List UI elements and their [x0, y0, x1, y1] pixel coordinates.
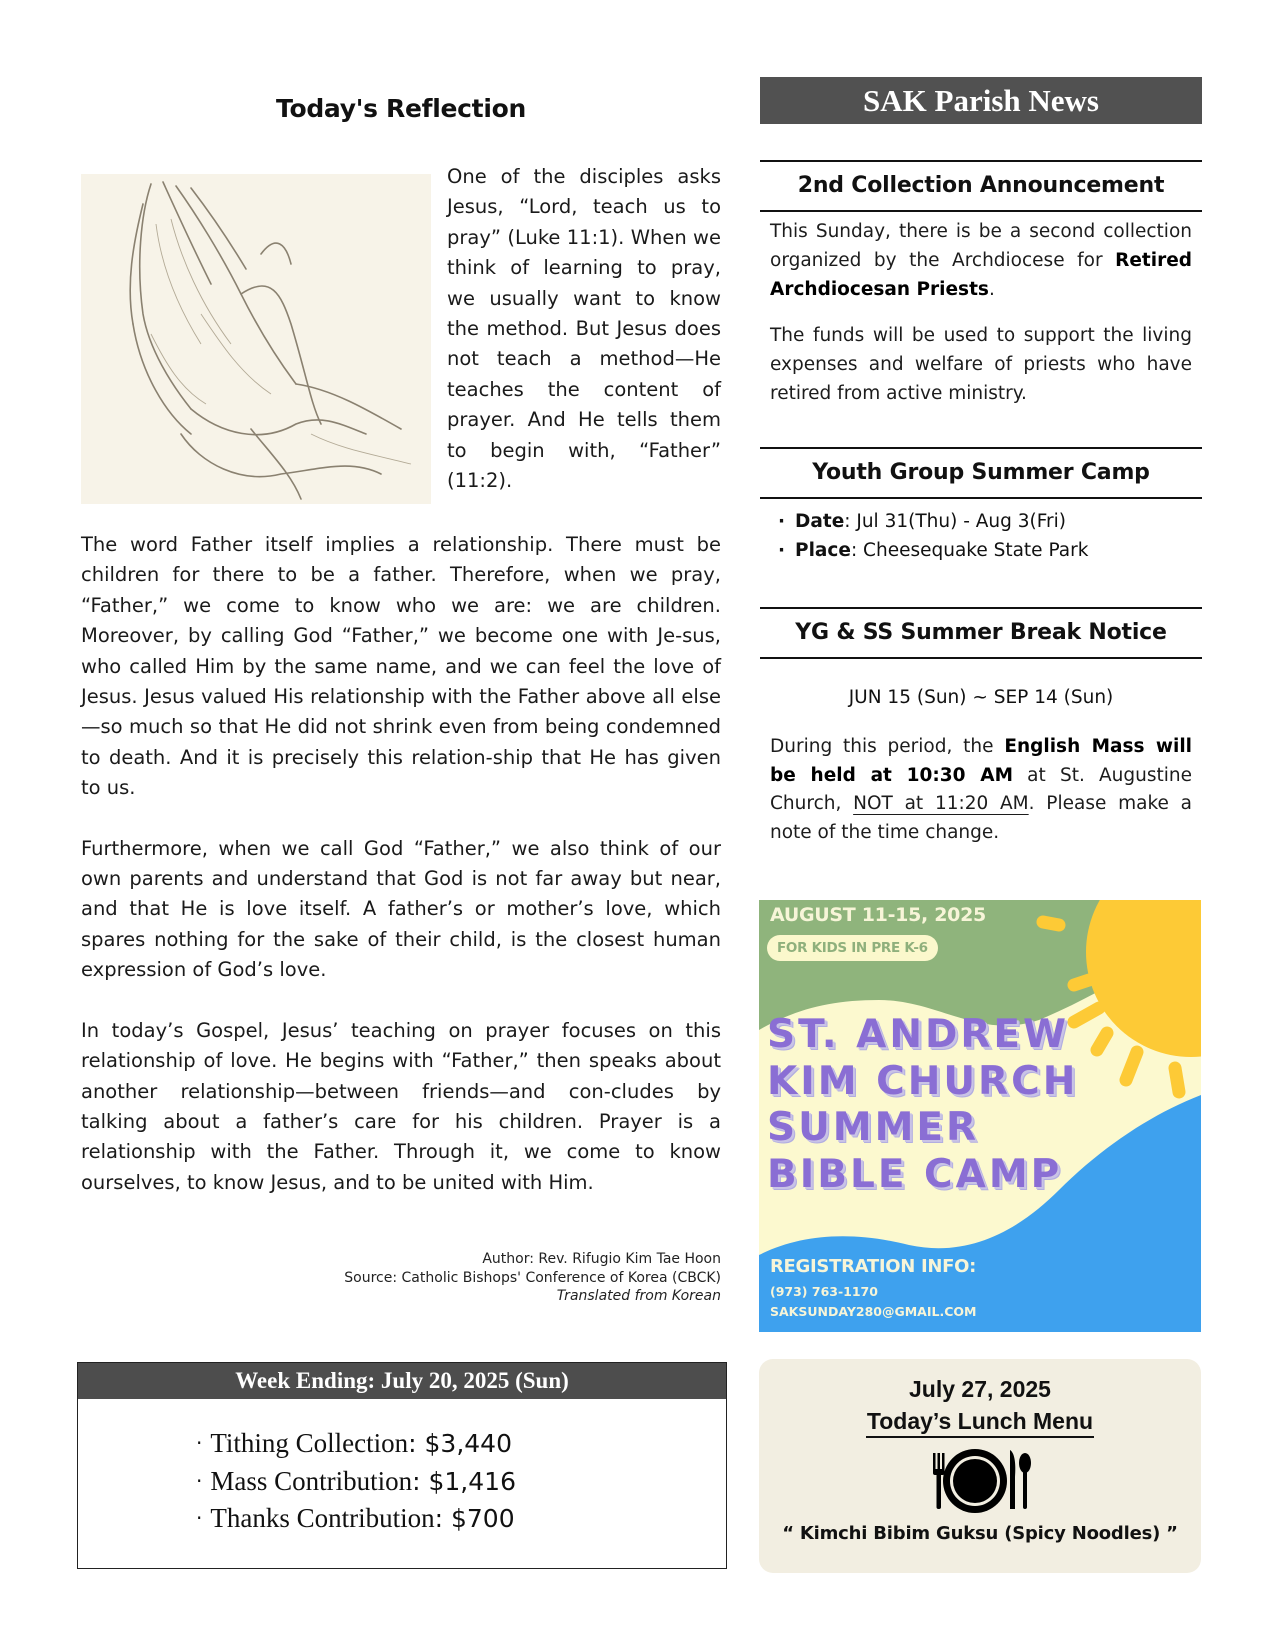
detail-value: : Jul 31(Thu) - Aug 3(Fri)	[844, 510, 1066, 532]
finance-label: Mass Contribution	[210, 1465, 413, 1496]
praying-hands-image	[81, 174, 431, 504]
finance-label: Thanks Contribution	[210, 1503, 435, 1533]
highlight-text: Retired Archdiocesan Priests	[770, 249, 1192, 300]
week-ending-header: Week Ending: July 20, 2025 (Sun)	[78, 1363, 726, 1399]
poster-dates: AUGUST 11-15, 2025	[770, 904, 986, 926]
detail-value: : Cheesequake State Park	[850, 539, 1089, 561]
finance-list	[78, 1399, 726, 1538]
poster-audience-badge: FOR KIDS IN PRE K-6	[767, 935, 938, 961]
bullet-icon: ·	[196, 1431, 203, 1455]
reflection-attribution	[81, 1250, 721, 1306]
reflection-paragraph: In today’s Gospel, Jesus’ teaching on prayer focuses on this relationship of love. He begins with “Father,” then speaks about another relationship—between friends—and con-cludes by talking about a father’s care for his children. Prayer is a relationship with the Father. Through it, we come to know ourselves, to know Jesus, and to be united with Him.	[81, 1018, 721, 1194]
section-heading: 2nd Collection Announcement	[760, 160, 1202, 212]
lunch-title	[759, 1405, 1201, 1441]
finance-item-mass	[196, 1463, 726, 1501]
bible-camp-poster	[759, 900, 1201, 1332]
plate-fork-knife-spoon-icon	[925, 1445, 1035, 1515]
reflection-title: Today's Reflection	[276, 94, 526, 123]
summer-break-section	[760, 607, 1202, 848]
poster-title-line: SUMMER	[767, 1105, 980, 1150]
text: . Please make a note of the time change.	[770, 793, 1193, 844]
news-column	[760, 77, 1202, 848]
detail-label: Date	[795, 510, 845, 532]
section-body	[760, 733, 1202, 848]
praying-hands-icon	[81, 174, 431, 504]
detail-item-date	[778, 507, 1202, 536]
poster-title	[767, 1012, 1078, 1198]
detail-item-place	[778, 536, 1202, 565]
text: During this period, the	[770, 735, 1005, 757]
finance-item-thanks	[196, 1500, 726, 1538]
collection-paragraph: The funds will be used to support the living expenses and welfare of priests who have retired from active ministry.	[770, 325, 1192, 404]
finance-value: : $700	[434, 1504, 515, 1533]
finance-label: Tithing Collection	[210, 1428, 409, 1458]
finance-value: : $1,416	[412, 1466, 516, 1496]
reflection-intro	[81, 162, 721, 502]
poster-phone: (973) 763-1170	[770, 1284, 878, 1299]
finance-value: : $3,440	[408, 1429, 512, 1458]
finance-item-tithing	[196, 1425, 726, 1463]
poster-title-line: BIBLE CAMP	[767, 1151, 1063, 1197]
poster-registration-label: REGISTRATION INFO:	[770, 1256, 977, 1277]
bullet-icon: ·	[196, 1506, 203, 1530]
collection-paragraph	[770, 218, 1192, 304]
section-body	[760, 212, 1202, 409]
lunch-date: July 27, 2025	[909, 1376, 1051, 1402]
text: .	[988, 278, 995, 300]
text: This Sunday, there is be a second collection organized by the Archdiocese for	[770, 221, 1192, 271]
lunch-title-text: Today’s Lunch Menu	[866, 1408, 1094, 1438]
source-line: Source: Catholic Bishops' Conference of Korea (CBCK)	[344, 1269, 721, 1286]
lunch-dish: “ Kimchi Bibim Guksu (Spicy Noodles) ”	[782, 1523, 1178, 1544]
summer-break-paragraph	[770, 733, 1192, 848]
youth-camp-details	[760, 499, 1202, 565]
summer-break-dates: JUN 15 (Sun) ~ SEP 14 (Sun)	[848, 686, 1114, 708]
reflection-paragraph: The word Father itself implies a relationship. There must be children for there to be a father. Therefore, when we pray, “Father,” we come to know who we are: we are children. Moreover, by calling God “Father,” we become one with Je-sus, who called Him by the same name, and we can feel the love of Jesus. Jesus valued His relationship with the Father above all else—so much so that He did not shrink even from being condemned to death. And it is precisely this relation-ship that He has given to us.	[81, 533, 721, 800]
highlight-text: English Mass will be held at 10:30 AM	[770, 735, 1192, 786]
poster-title-line: KIM CHURCH	[767, 1058, 1079, 1104]
reflection-intro-text: One of the disciples asks Jesus, “Lord, teach us to pray” (Luke 11:1). When we think of learning to pray, we usually want to know the method. But Jesus does not teach a method—He teaches the content of prayer. And He tells them to begin with, “Father” (11:2).	[447, 165, 721, 493]
detail-label: Place	[795, 539, 851, 561]
reflection-column	[81, 86, 721, 1306]
translation-note: Translated from Korean	[556, 1288, 721, 1305]
bullet-icon: ·	[196, 1468, 203, 1493]
weekly-finances-box	[77, 1362, 727, 1569]
youth-camp-section	[760, 447, 1202, 565]
reflection-paragraph: Furthermore, when we call God “Father,” we also think of our own parents and understand that God is not far away but near, and that He is love itself. A father’s or mother’s love, which spares nothing for the sake of their child, is the closest human expression of God’s love.	[81, 836, 721, 982]
parish-news-masthead: SAK Parish News	[760, 77, 1202, 124]
second-collection-section	[760, 160, 1202, 409]
lunch-menu-box	[759, 1359, 1201, 1573]
poster-title-line: ST. ANDREW	[767, 1012, 1070, 1057]
author-line: Author: Rev. Rifugio Kim Tae Hoon	[482, 1251, 721, 1268]
poster-email: SAKSUNDAY280@GMAIL.COM	[770, 1304, 977, 1319]
section-heading: YG & SS Summer Break Notice	[760, 607, 1202, 659]
underlined-text: NOT at 11:20 AM	[853, 793, 1029, 815]
text: at St. Augustine Church,	[770, 764, 1192, 815]
section-heading: Youth Group Summer Camp	[760, 447, 1202, 499]
